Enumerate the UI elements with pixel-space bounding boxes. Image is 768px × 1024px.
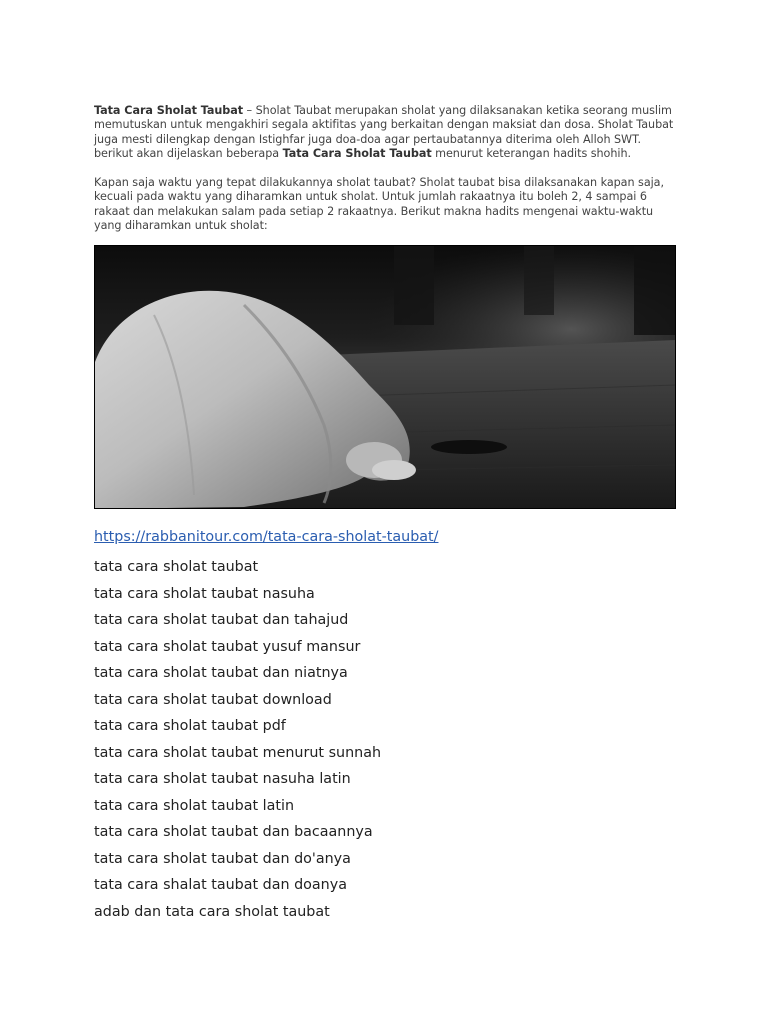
keyword-item: tata cara sholat taubat dan bacaannya — [94, 824, 373, 841]
keyword-item: tata cara sholat taubat — [94, 559, 259, 576]
intro-text-2: menurut keterangan hadits shohih. — [431, 146, 631, 160]
keyword-item: tata cara sholat taubat nasuha latin — [94, 771, 351, 788]
keyword-item: tata cara sholat taubat latin — [94, 797, 295, 814]
document-page — [94, 104, 679, 925]
keyword-item: tata cara sholat taubat menurut sunnah — [94, 744, 382, 761]
keyword-item: adab dan tata cara sholat taubat — [94, 903, 330, 920]
source-link[interactable]: https://rabbanitour.com/tata-cara-sholat-taubat/ — [94, 529, 439, 546]
keyword-item: tata cara sholat taubat dan niatnya — [94, 665, 348, 682]
keyword-list — [94, 554, 679, 925]
prayer-sujud-photo — [94, 245, 676, 509]
intro-text-1: – Sholat Taubat merupakan sholat yang dilaksanakan ketika seorang muslim memutuskan untuk mengakhiri segala aktifitas yang berkaitan dengan maksiat dan dosa. Sholat Taubat juga mesti dilengkap dengan Istighfar juga doa-doa agar pertaubatannya diterima oleh Alloh SWT. berikut akan dijelaskan beberapa — [94, 104, 674, 160]
intro-bold-title-2: Tata Cara Sholat Taubat — [282, 146, 432, 160]
keyword-item: tata cara shalat taubat dan doanya — [94, 877, 347, 894]
keyword-item: tata cara sholat taubat pdf — [94, 718, 286, 735]
intro-paragraph — [94, 104, 679, 161]
keyword-item: tata cara sholat taubat dan do'anya — [94, 850, 351, 867]
keyword-item: tata cara sholat taubat yusuf mansur — [94, 638, 361, 655]
intro-bold-title: Tata Cara Sholat Taubat — [94, 104, 244, 117]
keyword-item: tata cara sholat taubat dan tahajud — [94, 612, 349, 629]
second-paragraph: Kapan saja waktu yang tepat dilakukannya sholat taubat? Sholat taubat bisa dilaksanakan kapan saja, kecuali pada waktu yang diharamkan untuk sholat. Untuk jumlah rakaatnya itu boleh 2, 4 sampai 6 rakaat dan melakukan salam pada setiap 2 rakaatnya. Berikut makna hadits mengenai waktu-waktu yang diharamkan untuk sholat: — [94, 176, 664, 233]
keyword-item: tata cara sholat taubat nasuha — [94, 585, 315, 602]
keyword-item: tata cara sholat taubat download — [94, 691, 332, 708]
